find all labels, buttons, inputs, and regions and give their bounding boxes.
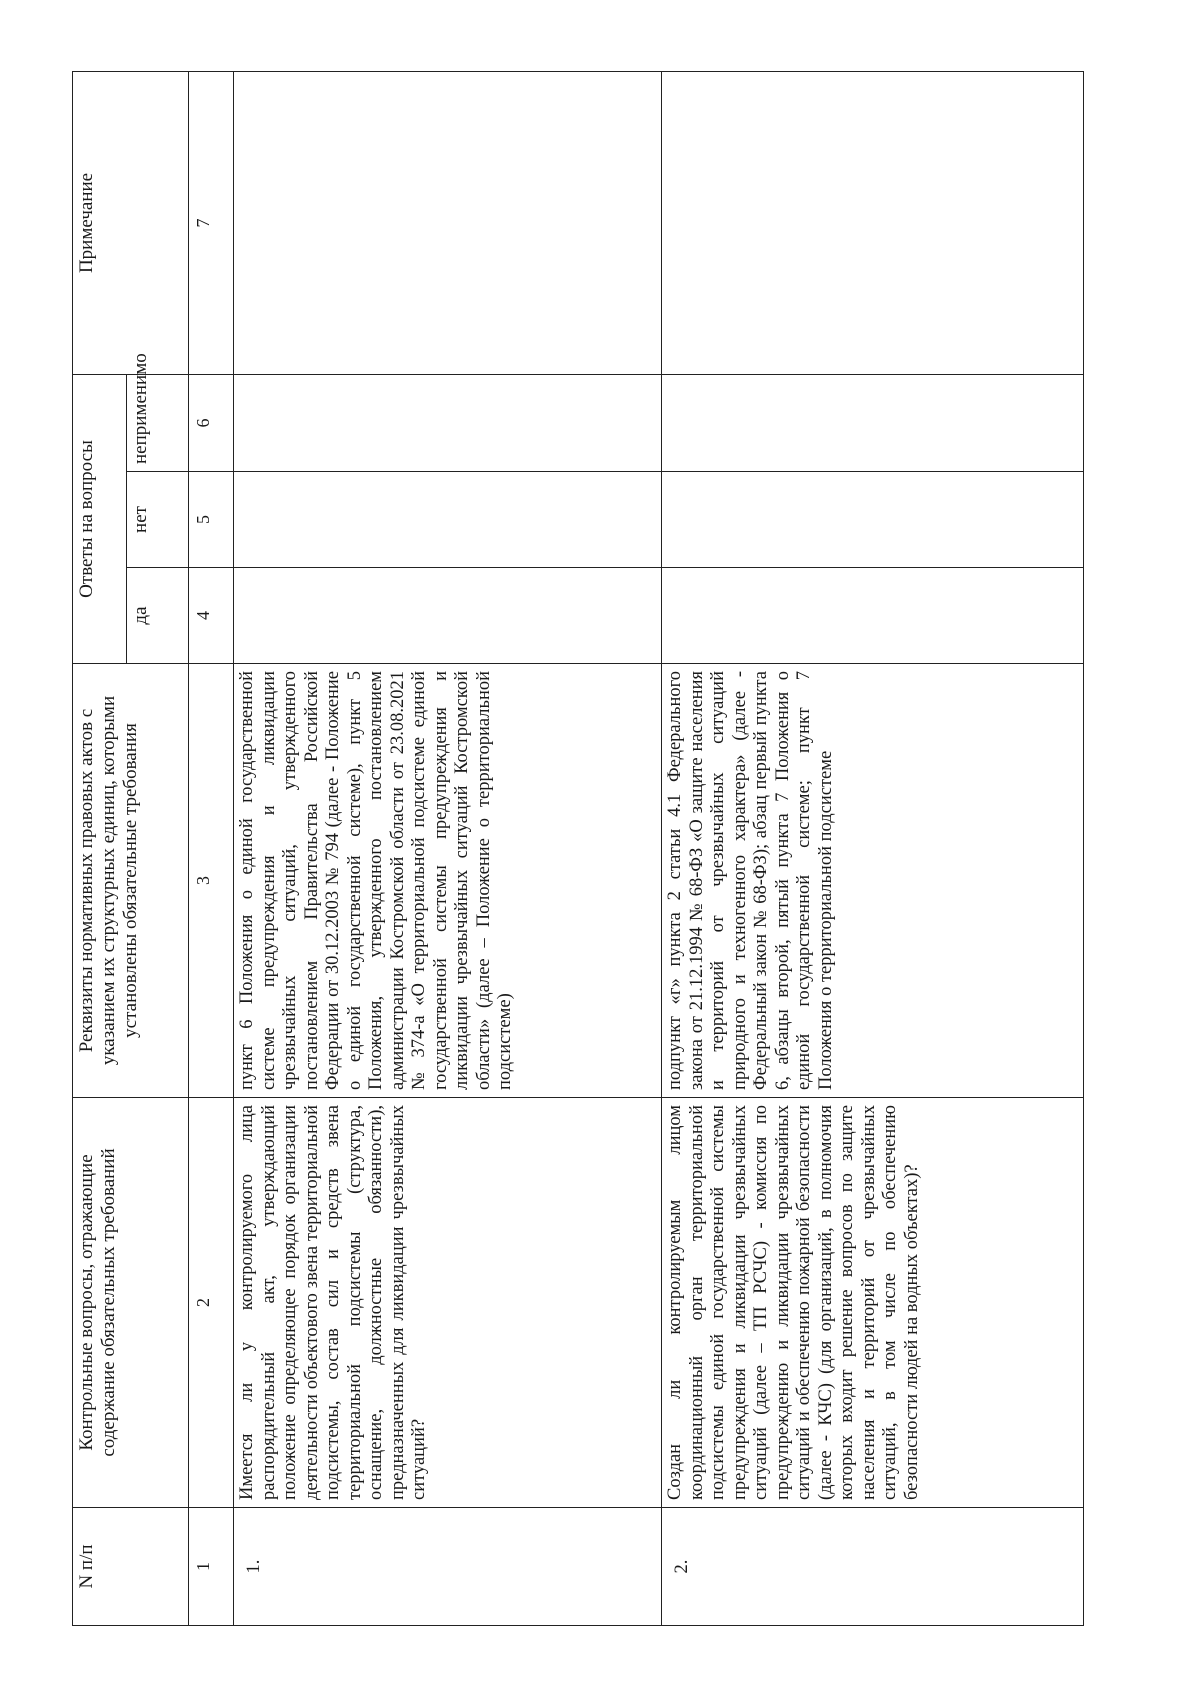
row-number: 2. — [662, 1508, 1084, 1626]
checklist-table — [72, 71, 1084, 1626]
column-number: 4 — [189, 568, 234, 664]
header-num: N п/п — [73, 1508, 189, 1626]
column-number: 5 — [189, 472, 234, 568]
requisites-cell: подпункт «г» пункта 2 статьи 4.1 Федерального закона от 21.12.1994 № 68-ФЗ «О защите населения и территорий от чрезвычайных ситуаций природного и техногенного характера» (далее - Федеральный закон № 68-ФЗ); абзац первый пункта 6, абзацы второй, пятый пункта 7 Положения о единой государственной системе; пункт 7 Положения о территориальной подсистеме — [662, 664, 1084, 1098]
header-row-top — [73, 71, 127, 1625]
answer-na-cell[interactable] — [234, 374, 662, 471]
column-number: 7 — [189, 71, 234, 374]
header-answers: Ответы на вопросы — [73, 374, 127, 663]
requisites-cell: пункт 6 Положения о единой государственной системе предупреждения и ликвидации чрезвычайных ситуаций, утвержденного постановлением Правительства Российской Федерации от 30.12.2003 № 794 (далее - Положение о единой государственной системе), пункт 5 Положения, утвержденного постановлением администрации Костромской области от 23.08.2021 № 374-а «О территориальной подсистеме единой государственной системы предупреждения и ликвидации чрезвычайных ситуаций Костромской области» (далее – Положение о территориальной подсистеме) — [234, 664, 662, 1098]
header-no: нет — [127, 472, 189, 568]
rotated-page — [72, 72, 1083, 1626]
header-na: неприменимо — [127, 374, 189, 471]
column-number: 2 — [189, 1098, 234, 1508]
table-row — [662, 71, 1084, 1625]
column-number-row — [189, 71, 234, 1625]
header-note: Примечание — [73, 71, 189, 374]
note-cell[interactable] — [234, 71, 662, 374]
table-row — [234, 71, 662, 1625]
answer-yes-cell[interactable] — [234, 568, 662, 664]
header-yes: да — [127, 568, 189, 664]
header-questions: Контрольные вопросы, отражающие содержание обязательных требований — [73, 1098, 189, 1508]
answer-yes-cell[interactable] — [662, 568, 1084, 664]
column-number: 6 — [189, 374, 234, 471]
column-number: 1 — [189, 1508, 234, 1626]
column-number: 3 — [189, 664, 234, 1098]
question-cell: Имеется ли у контролируемого лица распорядительный акт, утверждающий положение определяющее порядок организации деятельности объектового звена территориальной подсистемы, состав сил и средств звена территориальной подсистемы (структура, оснащение, должностные обязанности), предназначенных для ликвидации чрезвычайных ситуаций? — [234, 1098, 662, 1508]
note-cell[interactable] — [662, 71, 1084, 374]
question-cell: Создан ли контролируемым лицом координационный орган территориальной подсистемы единой государственной системы предупреждения и ликвидации чрезвычайных ситуаций (далее – ТП РСЧС) - комиссия по предупреждению и ликвидации чрезвычайных ситуаций и обеспечению пожарной безопасности (далее - КЧС) (для организаций, в полномочия которых входит решение вопросов по защите населения и территорий от чрезвычайных ситуаций, в том числе по обеспечению безопасности людей на водных объектах)? — [662, 1098, 1084, 1508]
answer-no-cell[interactable] — [234, 472, 662, 568]
answer-no-cell[interactable] — [662, 472, 1084, 568]
answer-na-cell[interactable] — [662, 374, 1084, 471]
header-requisites: Реквизиты нормативных правовых актов с указанием их структурных единиц, которыми установлены обязательные требования — [73, 664, 189, 1098]
row-number: 1. — [234, 1508, 662, 1626]
